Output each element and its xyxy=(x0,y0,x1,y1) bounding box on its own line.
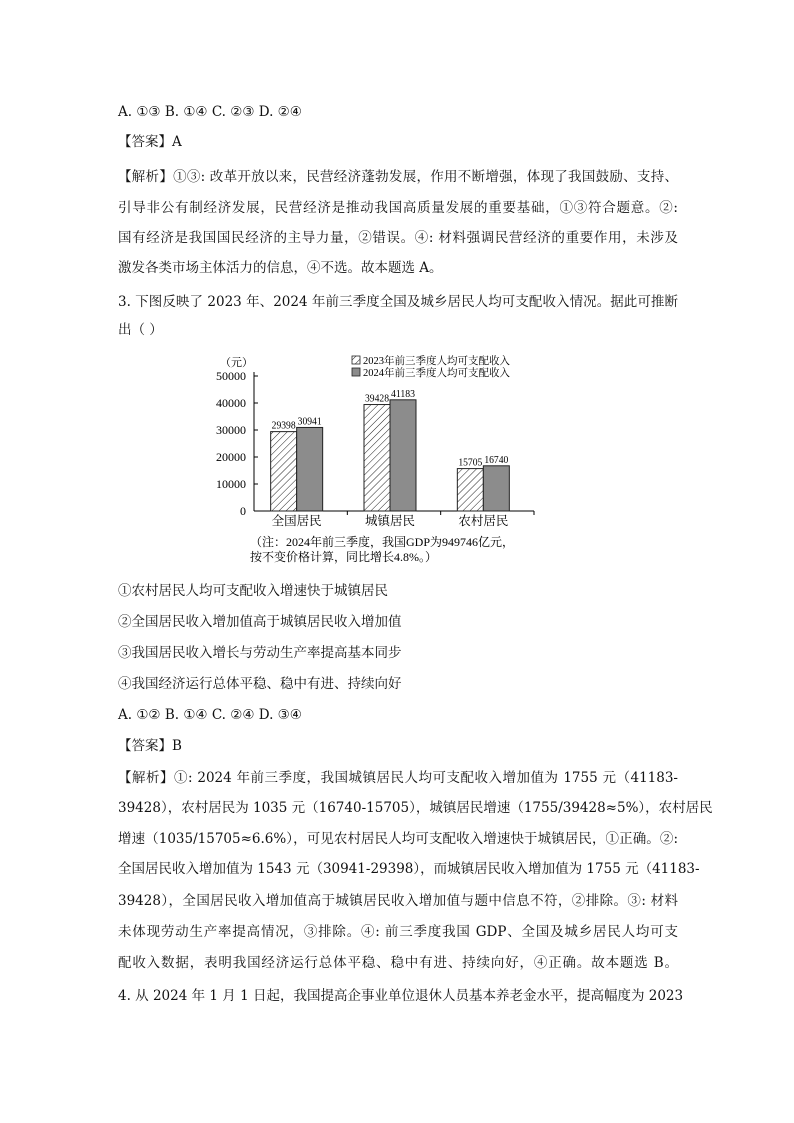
legend-swatch xyxy=(352,368,360,376)
y-tick-label: 20000 xyxy=(216,450,246,464)
q3-stem-line: 出（ ） xyxy=(118,322,163,338)
q3-statement: ③我国居民收入增长与劳动生产率提高基本同步 xyxy=(118,645,402,661)
q3-analysis-line: 39428），全国居民收入增加值高于城镇居民收入增加值与题中信息不符，②排除。③: 材料 xyxy=(118,893,678,909)
q3-statement: ④我国经济运行总体平稳、稳中有进、持续向好 xyxy=(118,676,402,692)
bar-value-label: 39428 xyxy=(365,393,389,405)
q2-analysis-line: 国有经济是我国国民经济的主导力量，②错误。④: 材料强调民营经济的重要作用，未涉及 xyxy=(118,230,678,246)
q3-analysis-line: 全国居民收入增加值为 1543 元（30941-29398），而城镇居民收入增加值为 1755 元（41183- xyxy=(118,861,700,877)
q2-analysis-line: 引导非公有制经济发展，民营经济是推动我国高质量发展的重要基础，①③符合题意。②: xyxy=(118,200,678,216)
bar-value-label: 41183 xyxy=(391,388,415,400)
category-label: 农村居民 xyxy=(458,514,509,528)
bar-value-label: 15705 xyxy=(458,457,483,469)
category-label: 城镇居民 xyxy=(364,514,416,528)
legend-label: 2024年前三季度人均可支配收入 xyxy=(363,368,510,379)
legend-swatch xyxy=(352,356,360,364)
category-labels xyxy=(272,513,509,528)
bar xyxy=(364,405,390,511)
q3-statement: ①农村居民人均可支配收入增速快于城镇居民 xyxy=(118,583,388,599)
y-tick-label: 10000 xyxy=(216,477,246,491)
q2-analysis-line: 【解析】①③: 改革开放以来，民营经济蓬勃发展，作用不断增强，体现了我国鼓励、支持、 xyxy=(118,169,678,185)
y-tick-label: 40000 xyxy=(216,396,246,410)
bar-value-label: 16740 xyxy=(484,454,509,466)
q2-options: A. ①③ B. ①④ C. ②③ D. ②④ xyxy=(118,104,302,120)
bar xyxy=(457,469,483,511)
q3-analysis-line: 39428），农村居民为 1035 元（16740-15705），城镇居民增速（1755/39428≈5%），农村居民 xyxy=(118,800,713,816)
y-unit-label: （元） xyxy=(220,357,253,369)
q3-statement: ②全国居民收入增加值高于城镇居民收入增加值 xyxy=(118,614,402,630)
q3-analysis-line: 未体现劳动生产率提高情况，③排除。④: 前三季度我国 GDP、全国及城乡居民人均可支 xyxy=(118,924,678,940)
y-tick-label: 50000 xyxy=(216,369,246,383)
q3-analysis-line: 增速（1035/15705≈6.6%），可见农村居民人均可支配收入增速快于城镇居民，①正确。②: xyxy=(118,831,678,847)
q3-answer: 【答案】B xyxy=(118,738,182,754)
chart-note-line: 按不变价格计算，同比增长4.8%。） xyxy=(250,550,437,564)
chart-note-line: （注：2024年前三季度，我国GDP为949746亿元， xyxy=(250,535,515,549)
income-bar-chart xyxy=(192,350,552,575)
y-tick-label: 30000 xyxy=(216,423,246,437)
bar-value-label: 30941 xyxy=(297,416,322,428)
bar-value-label: 29398 xyxy=(271,420,296,432)
y-tick-label: 0 xyxy=(240,504,246,518)
q3-analysis-line: 配收入数据，表明我国经济运行总体平稳、稳中有进、持续向好，④正确。故本题选 B。 xyxy=(118,955,678,971)
bar xyxy=(297,427,323,511)
q3-analysis-line: 【解析】①: 2024 年前三季度，我国城镇居民人均可支配收入增加值为 1755 元（41183- xyxy=(118,770,678,786)
bar xyxy=(271,432,297,511)
bar xyxy=(390,400,416,511)
q3-options: A. ①② B. ①④ C. ②④ D. ③④ xyxy=(118,707,302,723)
q2-answer: 【答案】A xyxy=(118,134,182,150)
q3-stem-line: 3. 下图反映了 2023 年、2024 年前三季度全国及城乡居民人均可支配收入情况。据此可推断 xyxy=(118,294,678,310)
bar xyxy=(483,466,509,511)
legend-label: 2023年前三季度人均可支配收入 xyxy=(363,356,510,367)
legend xyxy=(352,354,510,379)
category-label: 全国居民 xyxy=(271,514,322,528)
q2-analysis-line: 激发各类市场主体活力的信息，④不选。故本题选 A。 xyxy=(118,260,443,276)
bars xyxy=(271,389,510,511)
q4-stem-line: 4. 从 2024 年 1 月 1 日起，我国提高企事业单位退休人员基本养老金水平，提高幅度为 2023 xyxy=(118,988,684,1004)
